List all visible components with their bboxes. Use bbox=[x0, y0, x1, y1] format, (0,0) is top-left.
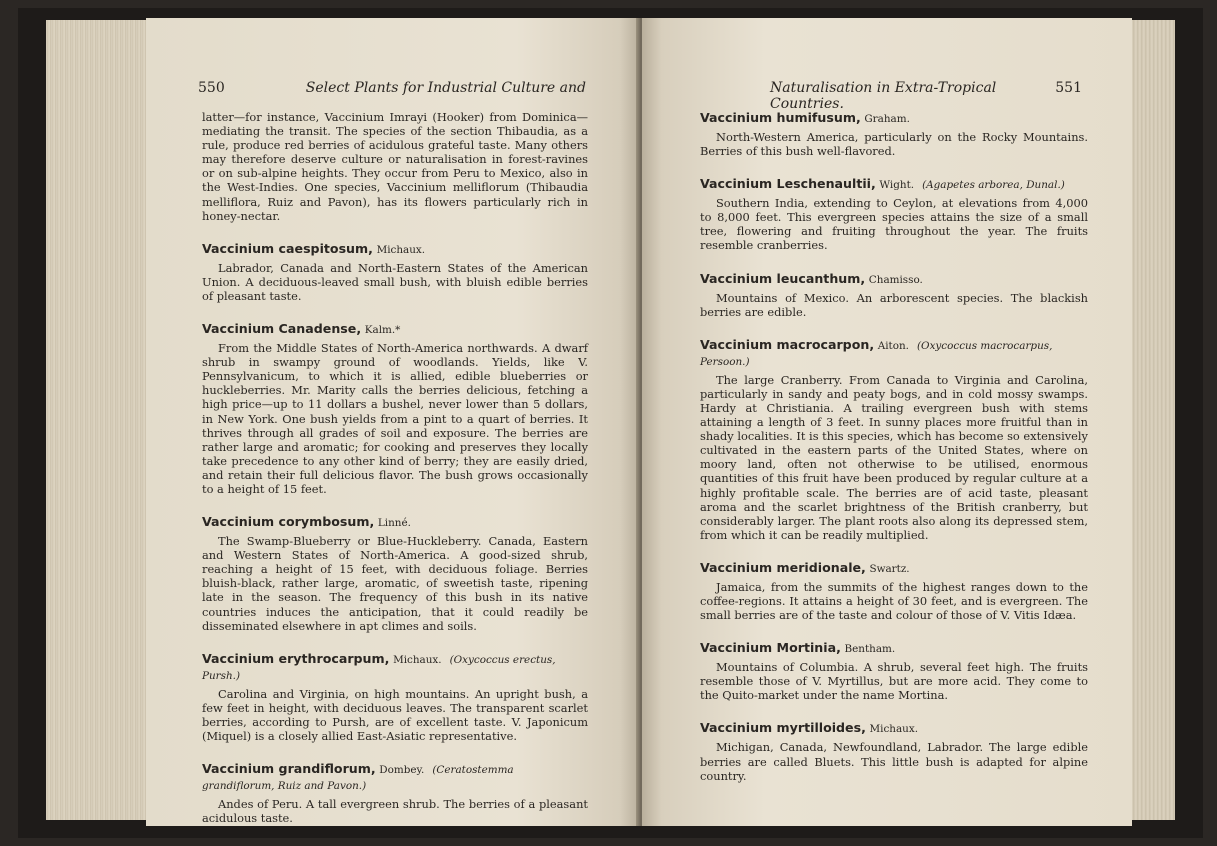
species-author: Dombey. bbox=[379, 764, 425, 777]
entry-heading bbox=[202, 761, 588, 794]
entry-heading bbox=[700, 720, 1088, 737]
left-page-content bbox=[202, 110, 588, 843]
species-name: Vaccinium grandiflorum, bbox=[202, 761, 376, 777]
species-synonym: (Ceratostemma grandiflorum, Ruiz and Pavon.) bbox=[202, 764, 514, 793]
entry bbox=[202, 321, 588, 496]
entry-text: The large Cranberry. From Canada to Virginia and Carolina, particularly in sandy and peaty bogs, and in cold mossy swamps. Hardy at Christiania. A trailing evergreen bush with stems attaining a length of 3 feet. In sunny places more fruitful than in shady localities. It is this species, which has become so extensively cultivated in the eastern parts of the United States, where on moory land, often not otherwise to be utilised, enormous quantities of this fruit have been produced by regular culture at a highly profitable scale. The berries are of acid taste, pleasant aroma and the scarlet brightness of the British cranberry, but considerably larger. The plant roots also along its depressed stem, from which it can be readily multiplied. bbox=[700, 372, 1088, 542]
species-author: Chamisso. bbox=[868, 273, 923, 286]
species-synonym: (Oxycoccus erectus, Pursh.) bbox=[202, 653, 556, 682]
species-author: Graham. bbox=[864, 113, 910, 125]
entry bbox=[202, 514, 588, 633]
entry bbox=[700, 176, 1088, 252]
running-head: Naturalisation in Extra-Tropical Countries. bbox=[770, 80, 997, 112]
entry-text: The Swamp-Blueberry or Blue-Huckleberry. Canada, Eastern and Western States of North-America. A good-sized shrub, reaching a height of 15 feet, with deciduous foliage. Berries bluish-black, rather large, aromatic, of sweetish taste, ripening late in the season. The frequency of this bush in its native countries induces the anticipation, that it could readily be disseminated elsewhere in apt climes and soils. bbox=[202, 534, 588, 633]
species-name: Vaccinium myrtilloides, bbox=[700, 720, 866, 736]
species-author: Bentham. bbox=[844, 643, 896, 656]
entry-text: Mountains of Mexico. An arborescent species. The blackish berries are edible. bbox=[700, 290, 1088, 319]
entry-heading bbox=[700, 176, 1088, 193]
species-name: Vaccinium corymbosum, bbox=[202, 514, 375, 530]
page-number: 551 bbox=[1055, 80, 1082, 96]
running-head: Select Plants for Industrial Culture and bbox=[305, 80, 586, 96]
entry-text: Labrador, Canada and North-Eastern States of the American Union. A deciduous-leaved small bush, with bluish edible berries of pleasant taste. bbox=[202, 260, 588, 303]
entry bbox=[700, 640, 1088, 702]
species-name: Vaccinium Leschenaultii, bbox=[700, 176, 876, 192]
entry-text: Southern India, extending to Ceylon, at elevations from 4,000 to 8,000 feet. This evergreen species attains the size of a small tree, flowering and fruiting throughout the year. The fruits resemble cranberries. bbox=[700, 196, 1088, 253]
entry bbox=[202, 761, 588, 825]
entry-text: Carolina and Virginia, on high mountains. An upright bush, a few feet in height, with deciduous leaves. The transparent scarlet berries, according to Pursh, are of excellent taste. V. Japonicum (Miquel) is a closely allied East-Asiatic representative. bbox=[202, 686, 588, 743]
entry-text: Mountains of Columbia. A shrub, several feet high. The fruits resemble those of V. Myrtillus, but are more acid. They come to the Quito-market under the name Mortina. bbox=[700, 660, 1088, 703]
species-name: Vaccinium Canadense, bbox=[202, 321, 362, 337]
right-page-content bbox=[700, 110, 1088, 801]
species-author: Kalm.* bbox=[364, 324, 401, 337]
entry-heading bbox=[700, 560, 1088, 577]
entry bbox=[700, 560, 1088, 622]
left-page bbox=[146, 18, 640, 826]
entry bbox=[700, 271, 1088, 319]
entry-heading bbox=[202, 321, 588, 338]
species-name: Vaccinium macrocarpon, bbox=[700, 336, 875, 352]
entry-heading bbox=[202, 241, 588, 258]
entry-text: Jamaica, from the summits of the highest ranges down to the coffee-regions. It attains a height of 30 feet, and is evergreen. The small berries are of the taste and colour of those of V. Vitis Idæa. bbox=[700, 579, 1088, 623]
page-edges-right bbox=[1130, 20, 1175, 820]
species-synonym: (Oxycoccus macrocarpus, Persoon.) bbox=[700, 339, 1053, 368]
entry-heading bbox=[202, 651, 588, 684]
entry-heading bbox=[700, 271, 1088, 288]
species-author: Wight. bbox=[879, 179, 915, 192]
species-name: Vaccinium caespitosum, bbox=[202, 240, 373, 256]
entry-text: From the Middle States of North-America northwards. A dwarf shrub in swampy ground of woodlands. Yields, like V. Pennsylvanicum, to which it is allied, edible blueberries or huckleberries. Mr. Marity calls the berries delicious, fetching a high price—up to 11 dollars a bushel, never lower than 5 dollars, in New York. One bush yields from a pint to a quart of berries. It thrives through all grades of soil and exposure. The berries are rather large and aromatic; for cooking and preserves they locally take precedence to any other kind of berry; they are easily dried, and retain their full delicious flavor. The bush grows occasionally to a height of 15 feet. bbox=[202, 341, 588, 496]
entry-heading bbox=[700, 640, 1088, 657]
species-author: Linné. bbox=[377, 517, 411, 530]
entry-heading bbox=[700, 337, 1088, 370]
species-author: Michaux. bbox=[393, 653, 442, 666]
species-author: Swartz. bbox=[869, 562, 910, 575]
right-page bbox=[642, 18, 1132, 826]
entry-heading bbox=[700, 110, 1088, 127]
species-name: Vaccinium meridionale, bbox=[700, 559, 866, 575]
species-name: Vaccinium erythrocarpum, bbox=[202, 650, 390, 666]
entry bbox=[202, 651, 588, 743]
entry-heading bbox=[202, 514, 588, 531]
entry bbox=[700, 337, 1088, 542]
right-page-header bbox=[770, 80, 1082, 112]
page-edges-left bbox=[46, 20, 146, 820]
entry bbox=[700, 110, 1088, 158]
species-name: Vaccinium leucanthum, bbox=[700, 270, 866, 286]
species-author: Aiton. bbox=[877, 339, 909, 352]
page-number: 550 bbox=[198, 80, 225, 96]
entry-text: North-Western America, particularly on the Rocky Mountains. Berries of this bush well-flavored. bbox=[700, 130, 1088, 159]
species-name: Vaccinium humifusum, bbox=[700, 110, 861, 125]
entry-text: Michigan, Canada, Newfoundland, Labrador. The large edible berries are called Bluets. This little bush is adapted for alpine country. bbox=[700, 740, 1088, 783]
entry-text: Andes of Peru. A tall evergreen shrub. The berries of a pleasant acidulous taste. bbox=[202, 797, 588, 826]
entry bbox=[700, 720, 1088, 782]
species-synonym: (Agapetes arborea, Dunal.) bbox=[922, 179, 1065, 192]
left-page-header bbox=[198, 80, 586, 96]
intro-paragraph: latter—for instance, Vaccinium Imrayi (Hooker) from Dominica—mediating the transit. The species of the section Thibaudia, as a rule, produce red berries of acidulous grateful taste. Many others may therefore deserve culture or naturalisation in forest-ravines or on sub-alpine heights. They occur from Peru to Mexico, also in the West-Indies. One species, Vaccinium melliflorum (Thibaudia melliflora, Ruiz and Pavon), has its flowers particularly rich in honey-nectar. bbox=[202, 110, 588, 223]
species-name: Vaccinium Mortinia, bbox=[700, 640, 841, 656]
species-author: Michaux. bbox=[376, 243, 426, 256]
species-author: Michaux. bbox=[869, 723, 919, 736]
entry bbox=[202, 241, 588, 303]
